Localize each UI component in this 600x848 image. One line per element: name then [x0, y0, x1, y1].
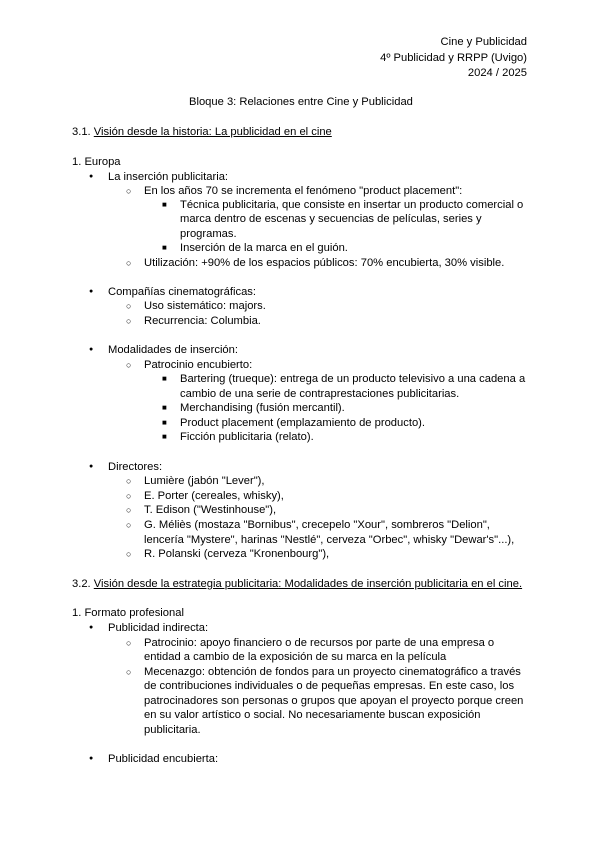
- list-item: ○ Utilización: +90% de los espacios públicos: 70% encubierta, 30% visible.: [144, 256, 504, 270]
- list-item: 1. Europa: [72, 156, 121, 168]
- text-line: cambio de una serie de contraprestaciones publicitarias.: [180, 388, 460, 400]
- list-item: ○ En los años 70 se incrementa el fenómeno "product placement":: [144, 184, 462, 198]
- text-line: lencería "Mystere", harinas "Nestlé", cerveza "Orbec", whisky "Dewar's"...),: [144, 534, 515, 546]
- section-number: 3.2.: [72, 578, 91, 590]
- section-heading: [72, 577, 522, 591]
- list-item: ○ T. Edison ("Westinhouse"),: [144, 503, 276, 517]
- text-line: patrocinadores son personas o grupos que apoyan el proyecto porque creen: [144, 695, 524, 707]
- section-title: Visión desde la historia: La publicidad en el cine: [93, 126, 332, 138]
- header-degree: 4º Publicidad y RRPP (Uvigo): [380, 52, 527, 64]
- list-item: ■ Merchandising (fusión mercantil).: [180, 401, 345, 415]
- list-item: ○ Mecenazgo: obtención de fondos para un proyecto cinematográfico a través: [144, 665, 521, 679]
- list-item: ■ Inserción de la marca en el guión.: [180, 241, 348, 255]
- text-line: programas.: [180, 228, 237, 240]
- header-course: Cine y Publicidad: [440, 36, 527, 48]
- list-item: ○ Recurrencia: Columbia.: [144, 314, 261, 328]
- list-item: ○ Uso sistemático: majors.: [144, 299, 266, 313]
- text-line: entidad a cambio de la exposición de su marca en la película: [144, 651, 447, 663]
- text-line: de contribuciones individuales o de pequeñas empresas. En este caso, los: [144, 680, 515, 692]
- list-item: ● La inserción publicitaria:: [108, 170, 228, 184]
- list-item: ■ Bartering (trueque): entrega de un producto televisivo a una cadena a: [180, 372, 525, 386]
- list-item: ● Modalidades de inserción:: [108, 343, 238, 357]
- list-item: ● Publicidad encubierta:: [108, 752, 218, 766]
- text-line: en su valor artístico o social. No necesariamente buscan exposición: [144, 709, 481, 721]
- list-item: ○ Patrocinio: apoyo financiero o de recursos por parte de una empresa o: [144, 636, 494, 650]
- text-line: marca dentro de escenas y secuencias de películas, series y: [180, 213, 482, 225]
- section-title: Visión desde la estrategia publicitaria: Modalidades de inserción publicitaria en el cine.: [93, 578, 523, 590]
- text-line: publicitaria.: [144, 724, 201, 736]
- list-item: ○ Patrocinio encubierto:: [144, 358, 252, 372]
- header-year: 2024 / 2025: [467, 67, 527, 79]
- list-item: ■ Ficción publicitaria (relato).: [180, 430, 314, 444]
- list-item: ○ G. Méliès (mostaza "Bornibus", crecepelo "Xour", sombreros "Delion",: [144, 518, 490, 532]
- list-item: ■ Product placement (emplazamiento de producto).: [180, 416, 425, 430]
- list-item: ● Compañías cinematográficas:: [108, 285, 256, 299]
- list-item: ■ Técnica publicitaria, que consiste en insertar un producto comercial o: [180, 198, 523, 212]
- list-item: ○ E. Porter (cereales, whisky),: [144, 489, 284, 503]
- list-item: ○ Lumière (jabón "Lever"),: [144, 474, 265, 488]
- list-item: ● Directores:: [108, 460, 162, 474]
- section-heading: [72, 125, 332, 139]
- list-item: 1. Formato profesional: [72, 607, 184, 619]
- section-number: 3.1.: [72, 126, 91, 138]
- list-item: ○ R. Polanski (cerveza "Kronenbourg"),: [144, 547, 329, 561]
- list-item: ● Publicidad indirecta:: [108, 621, 208, 635]
- page-title: Bloque 3: Relaciones entre Cine y Publicidad: [189, 96, 413, 108]
